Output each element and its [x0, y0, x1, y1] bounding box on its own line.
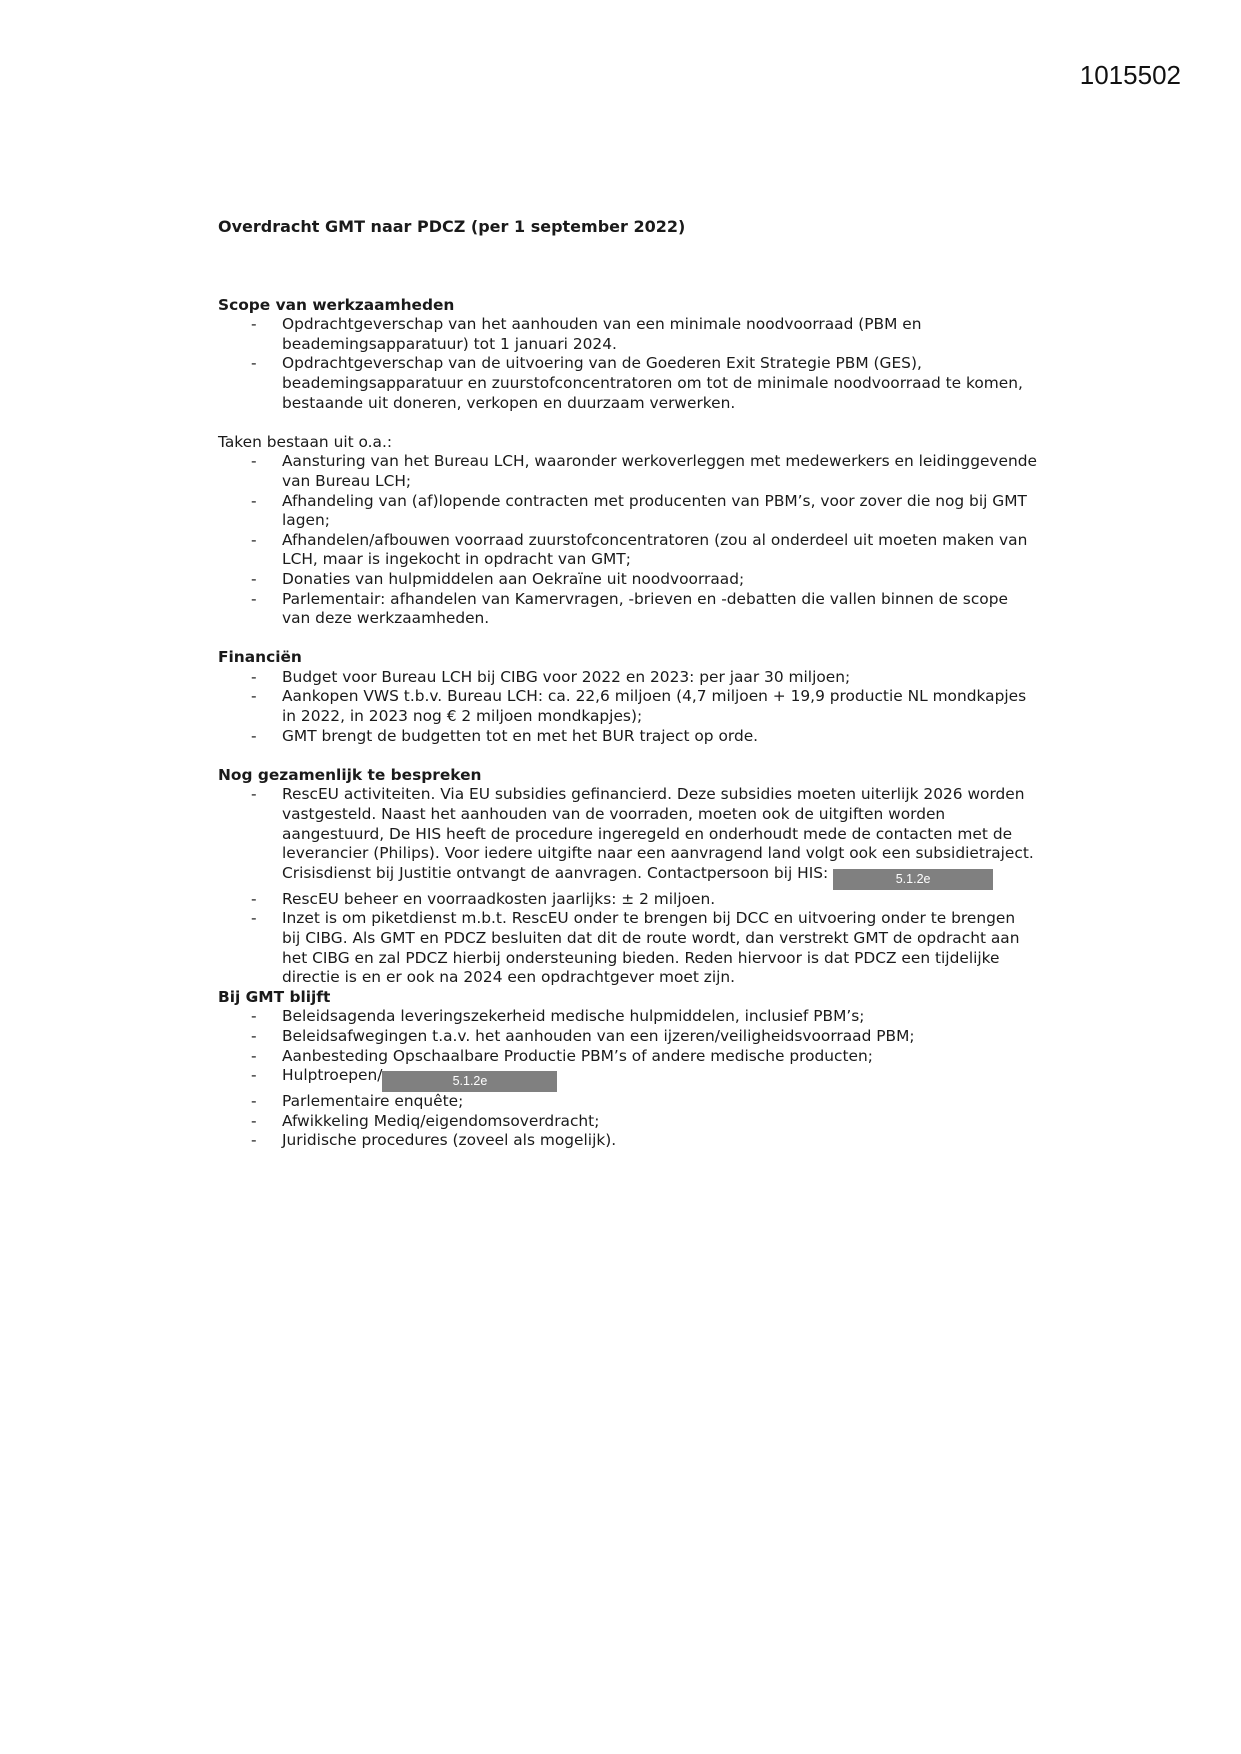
scope-item: - Opdrachtgeverschap van de uitvoering van de Goederen Exit Strategie PBM (GES), beademingsapparatuur en zuurstofconcentratoren om tot de minimale noodvoorraad te komen, bestaande uit doneren, verkopen en duurzaam verwerken. — [218, 354, 1038, 413]
tasks-list — [218, 452, 1038, 628]
discuss-item — [218, 785, 1038, 889]
redaction-block: 5.1.2e — [833, 869, 993, 890]
task-item: - Donaties van hulpmiddelen aan Oekraïne uit noodvoorraad; — [218, 570, 1038, 590]
scope-item: - Opdrachtgeverschap van het aanhouden van een minimale noodvoorraad (PBM en beademingsapparatuur) tot 1 januari 2024. — [218, 315, 1038, 354]
discuss-item: - RescEU beheer en voorraadkosten jaarlijks: ± 2 miljoen. — [218, 890, 1038, 910]
scope-heading: Scope van werkzaamheden — [218, 295, 455, 314]
remain-item — [218, 1066, 1038, 1092]
discuss-list — [218, 785, 1038, 987]
finance-item: - Budget voor Bureau LCH bij CIBG voor 2022 en 2023: per jaar 30 miljoen; — [218, 668, 1038, 688]
remain-item: - Parlementaire enquête; — [218, 1092, 1038, 1112]
remain-item: - Aanbesteding Opschaalbare Productie PBM’s of andere medische producten; — [218, 1047, 1038, 1067]
discuss-item: - Inzet is om piketdienst m.b.t. RescEU onder te brengen bij DCC en uitvoering onder te brengen bij CIBG. Als GMT en PDCZ besluiten dat dit de route wordt, dan verstrekt GMT de opdracht aan het CIBG en zal PDCZ hierbij ondersteuning bieden. Reden hiervoor is dat PDCZ een tijdelijke directie is en er ook na 2024 een opdrachtgever moet zijn. — [218, 909, 1038, 987]
remain-heading: Bij GMT blijft — [218, 987, 331, 1006]
remain-list — [218, 1007, 1038, 1151]
finances-heading: Financiën — [218, 648, 302, 667]
finances-list — [218, 668, 1038, 746]
redaction-block: 5.1.2e — [382, 1071, 557, 1092]
discuss-heading: Nog gezamenlijk te bespreken — [218, 765, 482, 784]
remain-item: - Beleidsafwegingen t.a.v. het aanhouden van een ijzeren/veiligheidsvoorraad PBM; — [218, 1027, 1038, 1047]
finance-item: - GMT brengt de budgetten tot en met het BUR traject op orde. — [218, 727, 1038, 747]
remain-item-text: Hulptroepen/ — [282, 1066, 383, 1085]
tasks-intro: Taken bestaan uit o.a.: — [218, 432, 393, 451]
document-number: 1015502 — [1079, 60, 1181, 90]
remain-item: - Juridische procedures (zoveel als mogelijk). — [218, 1131, 1038, 1151]
remain-item: - Beleidsagenda leveringszekerheid medische hulpmiddelen, inclusief PBM’s; — [218, 1007, 1038, 1027]
task-item: - Afhandelen/afbouwen voorraad zuurstofconcentratoren (zou al onderdeel uit moeten maken van LCH, maar is ingekocht in opdracht van GMT; — [218, 531, 1038, 570]
discuss-item-text: RescEU activiteiten. Via EU subsidies gefinancierd. Deze subsidies moeten uiterlijk 2026 worden vastgesteld. Naast het aanhouden van de voorraden, moeten ook de uitgiften worden aangestuurd, De HIS heeft de procedure ingeregeld en onderhoudt mede de contacten met de leverancier (Philips). Voor iedere uitgifte naar een aanvragend land volgt ook een subsidietraject. Crisisdienst bij Justitie ontvangt de aanvragen. Contactpersoon bij HIS: — [282, 785, 1034, 882]
finance-item: - Aankopen VWS t.b.v. Bureau LCH: ca. 22,6 miljoen (4,7 miljoen + 19,9 productie NL mondkapjes in 2022, in 2023 nog € 2 miljoen mondkapjes); — [218, 687, 1038, 726]
task-item: - Afhandeling van (af)lopende contracten met producenten van PBM’s, voor zover die nog bij GMT lagen; — [218, 492, 1038, 531]
task-item: - Aansturing van het Bureau LCH, waaronder werkoverleggen met medewerkers en leidinggevende van Bureau LCH; — [218, 452, 1038, 491]
remain-item: - Afwikkeling Mediq/eigendomsoverdracht; — [218, 1112, 1038, 1132]
scope-list — [218, 315, 1038, 413]
document-body — [218, 217, 1038, 1151]
task-item: - Parlementair: afhandelen van Kamervragen, -brieven en -debatten die vallen binnen de scope van deze werkzaamheden. — [218, 590, 1038, 629]
document-title: Overdracht GMT naar PDCZ (per 1 september 2022) — [218, 217, 686, 236]
